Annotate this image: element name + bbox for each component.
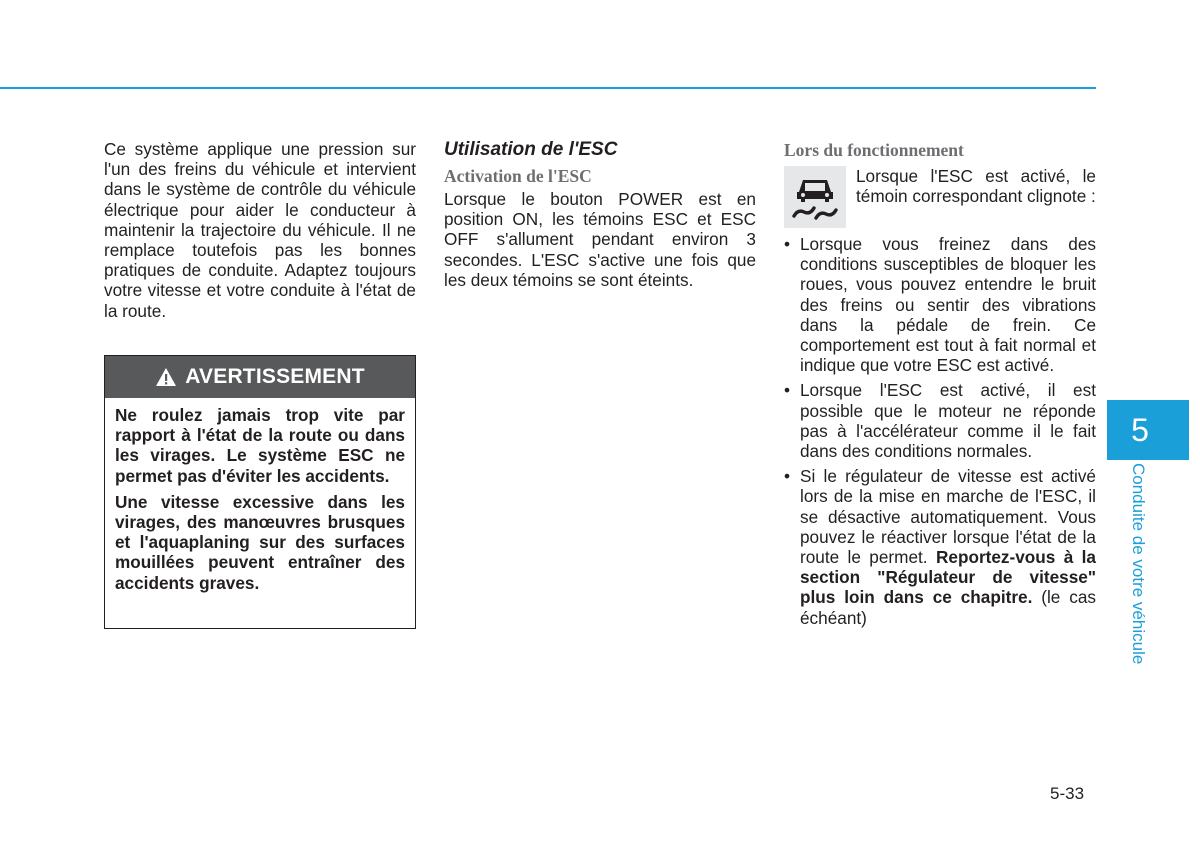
warning-body <box>105 398 415 593</box>
bullet3-start: Si le régulateur de vitesse est activé lors de la mise en marche de l'ESC, il se désactive automatiquement. Vous pouvez le réactiver lorsque l'état de la route le permet. <box>800 466 1096 568</box>
list-item: • Lorsque vous freinez dans des conditions susceptibles de bloquer les roues, vous pouvez entendre le bruit des freins ou sentir des vibrations dans la pédale de frein. Ce comportement est tout à fait normal et indique que votre ESC est activé. <box>784 234 1096 375</box>
intro-paragraph: Ce système applique une pression sur l'un des freins du véhicule et intervient dans le système de contrôle du véhicule électrique pour aider le conducteur à maintenir la trajectoire du véhicule. Il ne remplace toutefois pas les bonnes pratiques de conduite. Adaptez toujours votre vitesse et votre conduite à l'état de la route. <box>104 139 416 321</box>
column-left <box>104 139 416 321</box>
section-heading: Utilisation de l'ESC <box>444 139 618 160</box>
list-item <box>784 466 1096 628</box>
operation-heading: Lors du fonctionnement <box>784 140 964 160</box>
warning-header <box>105 356 415 398</box>
bullet3-cross-reference: Reportez-vous à la section "Régulateur de vitesse" plus loin dans ce chapitre. <box>800 547 1096 608</box>
esc-skidding-car-icon <box>784 166 846 228</box>
esc-indicator-text: Lorsque l'ESC est activé, le témoin correspondant clignote : <box>856 166 1096 207</box>
bullet3-end: (le cas échéant) <box>800 587 1096 628</box>
warning-paragraph-1: Ne roulez jamais trop vite par rapport à l'état de la route ou dans les virages. Le système ESC ne permet pas d'éviter les accidents. <box>115 405 405 486</box>
warning-title: AVERTISSEMENT <box>185 365 365 388</box>
chapter-title: Conduite de votre véhicule <box>1129 463 1148 665</box>
warning-box <box>104 355 416 629</box>
page-number: 5-33 <box>1050 784 1085 803</box>
header-rule <box>0 87 1096 89</box>
warning-triangle-icon <box>155 367 177 387</box>
activation-paragraph: Lorsque le bouton POWER est en position ON, les témoins ESC et ESC OFF s'allument pendant environ 3 secondes. L'ESC s'active une fois que les deux témoins se sont éteints. <box>444 189 756 290</box>
column-middle <box>444 139 756 290</box>
list-item: • Lorsque l'ESC est activé, il est possible que le moteur ne réponde pas à l'accélérateur comme il le fait dans des conditions normales. <box>784 380 1096 461</box>
subsection-heading: Activation de l'ESC <box>444 166 592 186</box>
column-right <box>784 139 1096 633</box>
chapter-tab <box>1107 400 1189 460</box>
operation-bullet-list <box>784 234 1096 628</box>
chapter-number: 5 <box>1131 411 1149 448</box>
warning-paragraph-2: Une vitesse excessive dans les virages, des manœuvres brusques et l'aquaplaning sur des surfaces mouillées peuvent entraîner des accidents graves. <box>115 491 405 593</box>
